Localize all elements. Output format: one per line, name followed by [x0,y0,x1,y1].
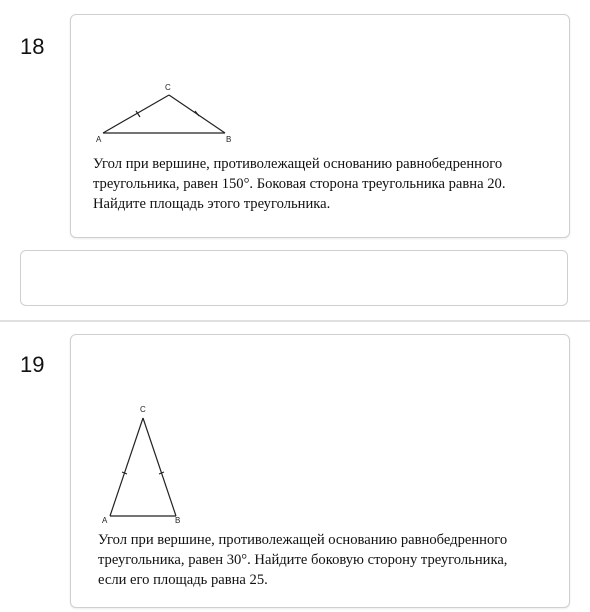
vertex-label-c: C [165,83,171,92]
text-line: если его площадь равна 25. [98,572,268,588]
triangle-figure [96,403,226,523]
text-line: треугольника, равен 150°. Боковая сторона треугольника равна 20. [93,176,506,192]
problem-19-card [70,334,570,608]
vertex-label-a: A [96,135,102,144]
side-ac [110,418,143,516]
vertex-label-b: B [175,516,181,523]
problem-18-card [70,14,570,238]
text-line: Угол при вершине, противолежащей основанию равнобедренного [93,156,503,172]
problem-text [98,530,507,590]
answer-input[interactable] [20,250,568,306]
vertex-label-a: A [102,516,108,523]
text-line: Найдите площадь этого треугольника. [93,196,331,212]
problem-19-section [0,322,590,612]
text-line: Угол при вершине, противолежащей основанию равнобедренного [98,532,508,548]
problem-number: 19 [20,352,45,377]
side-cb [143,418,176,516]
side-ac [103,95,169,133]
problem-text [93,154,505,214]
text-line: треугольника, равен 30°. Найдите боковую сторону треугольника, [98,552,508,568]
problem-number: 18 [20,34,45,59]
vertex-label-c: C [140,405,146,414]
vertex-label-b: B [226,135,232,144]
